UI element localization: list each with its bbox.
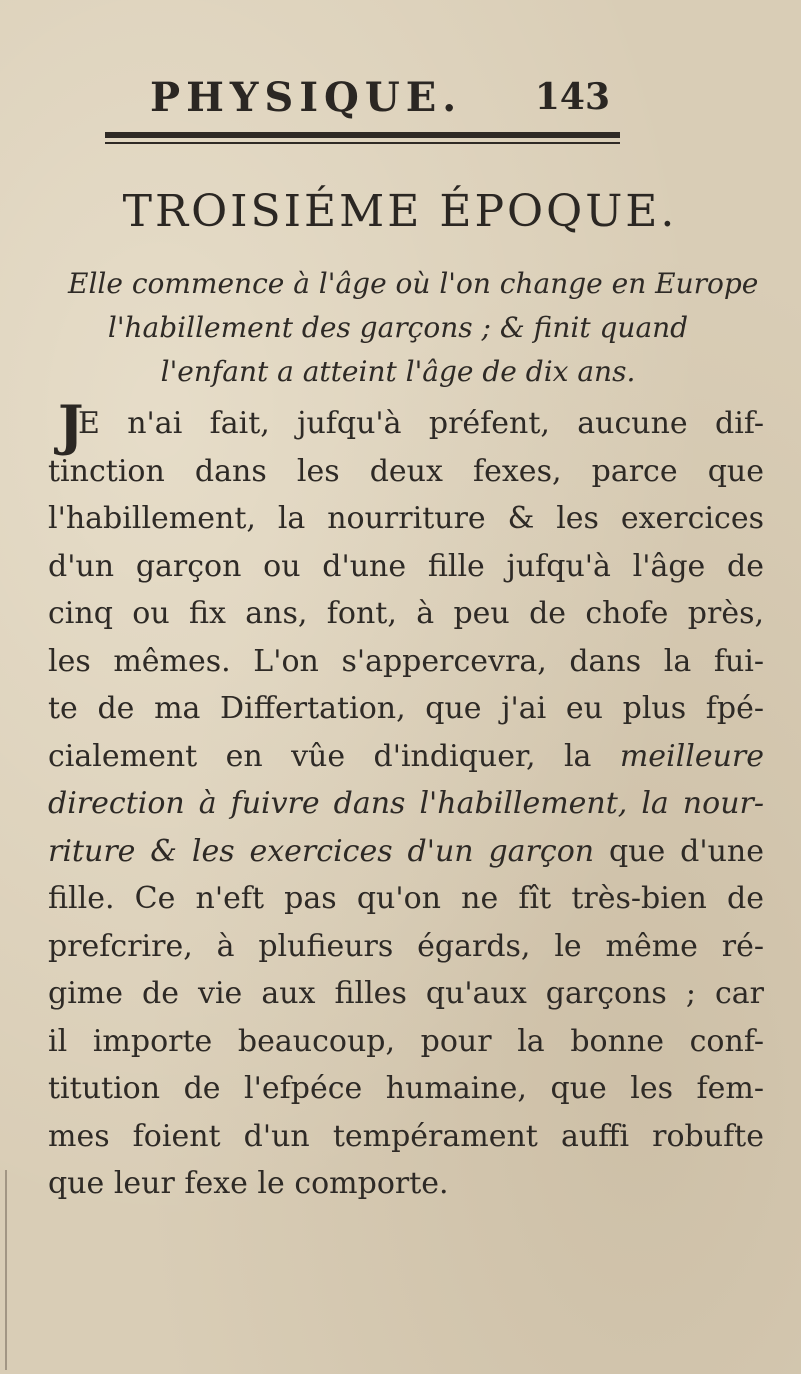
drop-cap: J — [58, 393, 84, 457]
text-line-italic: direction à fuivre dans l'habillement, la nour- — [48, 786, 764, 821]
text-line-last: que leur fexe le comporte. — [48, 1166, 449, 1201]
text-line: E n'ai fait, jufqu'à préfent, aucune dif- — [78, 406, 764, 441]
text-line: mes foient d'un tempérament auffi robufte — [48, 1118, 764, 1154]
text-line: d'un garçon ou d'une fille jufqu'à l'âge de — [48, 548, 764, 584]
summary-line: l'habillement des garçons ; & finit quand — [107, 311, 689, 344]
text-line: cinq ou fix ans, font, à peu de chofe près, — [48, 596, 764, 631]
text-line: les mêmes. L'on s'appercevra, dans la fui- — [48, 643, 764, 679]
italic-word: meilleure — [619, 738, 764, 774]
text-line: l'habillement, la nourriture & les exercices — [48, 501, 764, 536]
text-segment: que d'une — [608, 833, 764, 869]
text-line: il importe beaucoup, pour la bonne conf- — [48, 1023, 764, 1059]
text-line: tinction dans les deux fexes, parce que — [48, 453, 764, 489]
body-paragraph — [48, 393, 764, 1208]
italic-segment: riture & les exercices d'un garçon — [48, 833, 595, 869]
text-line-mixed — [48, 733, 764, 781]
header-rule-thin — [105, 142, 620, 144]
page-edge-shadow — [5, 1170, 7, 1370]
text-line: fille. Ce n'eft pas qu'on ne fît très-bien de — [48, 881, 764, 916]
header-rule-thick — [105, 132, 620, 138]
page-number: 143 — [534, 76, 610, 118]
summary-line: l'enfant a atteint l'âge de dix ans. — [160, 355, 636, 388]
page-header — [150, 74, 610, 124]
section-summary — [68, 262, 759, 394]
running-title: PHYSIQUE. — [150, 74, 463, 121]
text-segment: cialement en vûe d'indiquer, la — [48, 738, 592, 774]
text-line: titution de l'efpéce humaine, que les fem- — [48, 1071, 764, 1106]
summary-line: Elle commence à l'âge où l'on change en Europe — [68, 267, 759, 300]
text-line: te de ma Differtation, que j'ai eu plus fpé- — [48, 691, 764, 726]
section-title: TROISIÉME ÉPOQUE. — [122, 186, 678, 237]
text-line: gime de vie aux filles qu'aux garçons ; car — [48, 976, 764, 1011]
text-line-mixed — [48, 828, 764, 876]
text-line: prefcrire, à plufieurs égards, le même ré- — [48, 928, 764, 964]
